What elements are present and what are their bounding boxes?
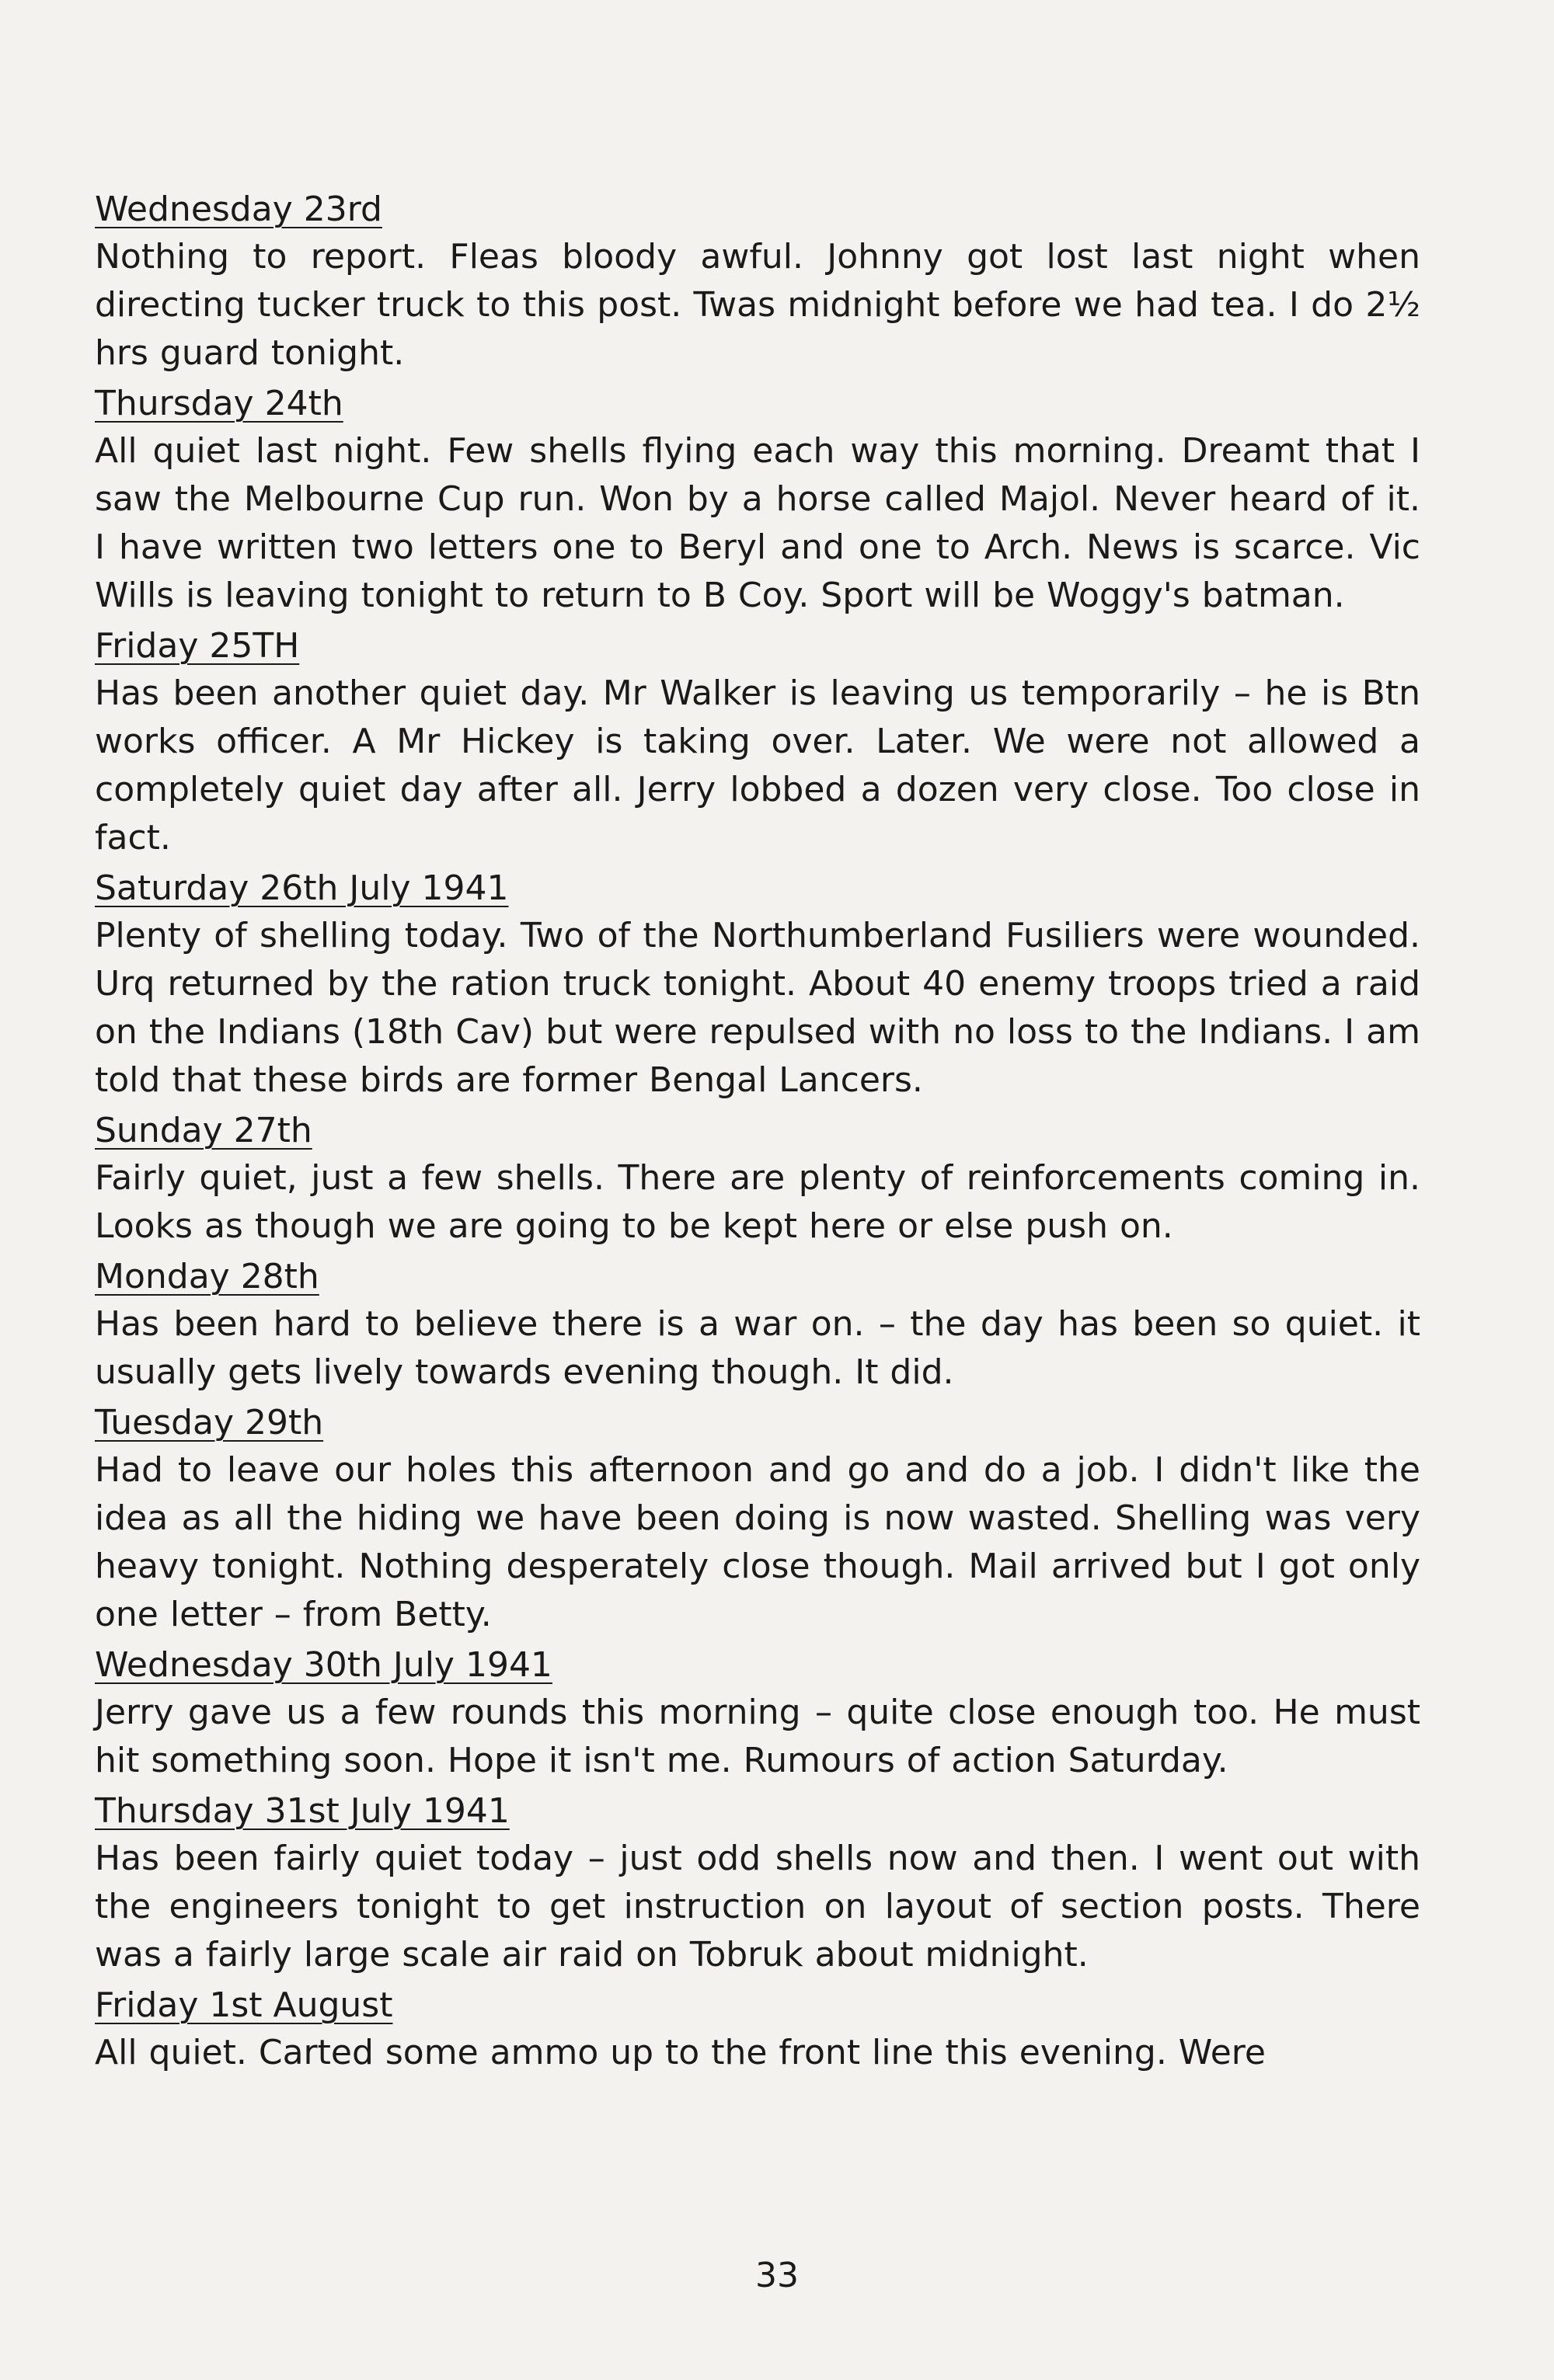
entry-date: Tuesday 29th xyxy=(95,1403,324,1442)
entry-text: All quiet. Carted some ammo up to the front line this evening. Were xyxy=(95,2033,1266,2072)
entry-text: Jerry gave us a few rounds this morning – quite close enough too. He must hit something soon. Hope it isn't me. Rumours of action Saturday. xyxy=(95,1693,1420,1780)
diary-entry xyxy=(95,1108,1420,1251)
entry-text: Has been hard to believe there is a war on. – the day has been so quiet. it usually gets lively towards evening though. It did. xyxy=(95,1304,1420,1392)
diary-entry xyxy=(95,1400,1420,1639)
entry-date: Friday 1st August xyxy=(95,1985,393,2025)
entry-date: Saturday 26th July 1941 xyxy=(95,868,509,908)
page-number: 33 xyxy=(755,2256,799,2295)
diary-entry xyxy=(95,865,1420,1105)
diary-entry xyxy=(95,186,1420,378)
entry-text: Fairly quiet, just a few shells. There are plenty of reinforcements coming in. Looks as though we are going to be kept here or else push on. xyxy=(95,1158,1420,1246)
diary-entry xyxy=(95,381,1420,620)
entry-date: Thursday 31st July 1941 xyxy=(95,1791,510,1831)
entry-date: Wednesday 30th July 1941 xyxy=(95,1645,552,1685)
entry-text: Nothing to report. Fleas bloody awful. Johnny got lost last night when directing tucker truck to this post. Twas midnight before we had tea. I do 2½ hrs guard tonight. xyxy=(95,237,1420,373)
entry-date: Friday 25TH xyxy=(95,626,300,666)
entry-text: Plenty of shelling today. Two of the Northumberland Fusiliers were wounded. Urq returned by the ration truck tonight. About 40 enemy troops tried a raid on the Indians (18th Cav) but were repulsed with no loss to the Indians. I am told that these birds are former Bengal Lancers. xyxy=(95,916,1420,1100)
diary-entry xyxy=(95,1788,1420,1979)
entry-date: Thursday 24th xyxy=(95,384,343,423)
entry-date: Wednesday 23rd xyxy=(95,190,382,229)
diary-entry xyxy=(95,1642,1420,1785)
entry-text: All quiet last night. Few shells flying each way this morning. Dreamt that I saw the Melbourne Cup run. Won by a horse called Majol. Never heard of it. I have written two letters one to Beryl and one to Arch. News is scarce. Vic Wills is leaving tonight to return to B Coy. Sport will be Woggy's batman. xyxy=(95,431,1420,615)
entry-date: Sunday 27th xyxy=(95,1111,312,1150)
diary-entry xyxy=(95,623,1420,862)
diary-page xyxy=(95,186,1420,2080)
entry-text: Has been fairly quiet today – just odd shells now and then. I went out with the engineers tonight to get instruction on layout of section posts. There was a fairly large scale air raid on Tobruk about midnight. xyxy=(95,1839,1420,1975)
entry-text: Had to leave our holes this afternoon and go and do a job. I didn't like the idea as all the hiding we have been doing is now wasted. Shelling was very heavy tonight. Nothing desperately close though. Mail arrived but I got only one letter – from Betty. xyxy=(95,1450,1420,1634)
diary-entry xyxy=(95,1982,1420,2077)
diary-entry xyxy=(95,1254,1420,1397)
entry-date: Monday 28th xyxy=(95,1257,319,1296)
entry-text: Has been another quiet day. Mr Walker is leaving us temporarily – he is Btn works officer. A Mr Hickey is taking over. Later. We were not allowed a completely quiet day after all. Jerry lobbed a dozen very close. Too close in fact. xyxy=(95,673,1420,858)
